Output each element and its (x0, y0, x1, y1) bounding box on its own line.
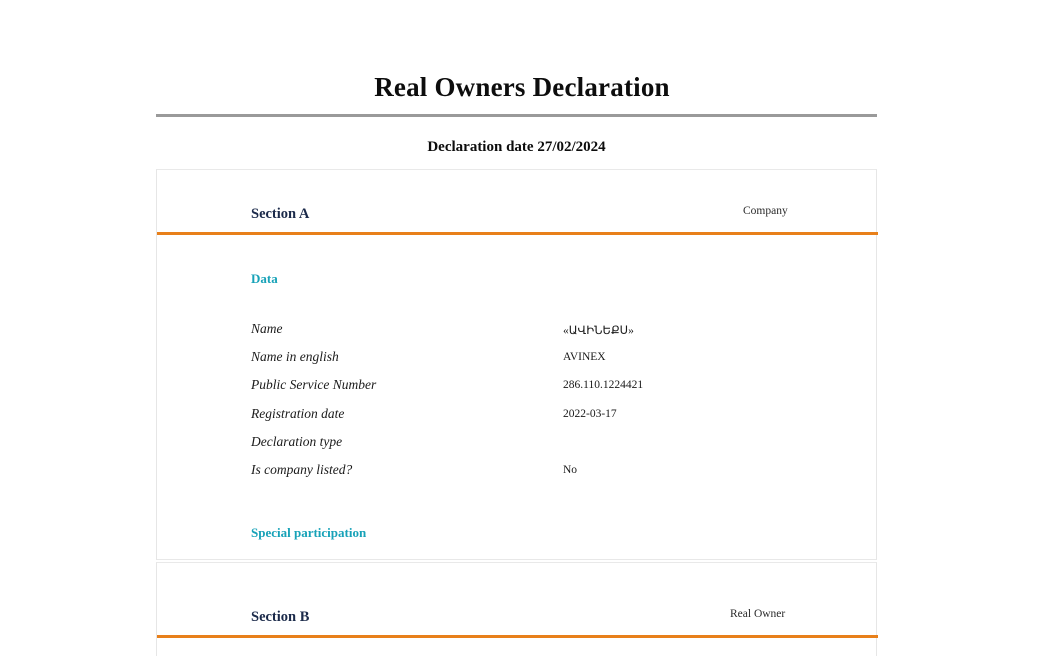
section-b-card (156, 562, 877, 656)
field-row (251, 462, 851, 482)
field-row (251, 406, 851, 426)
section-b-role: Real Owner (730, 608, 786, 620)
page-title: Real Owners Declaration (374, 72, 670, 102)
field-label-is-company-listed: Is company listed? (251, 462, 353, 477)
declaration-date: Declaration date 27/02/2024 (427, 139, 606, 155)
field-label-name-in-english: Name in english (251, 349, 339, 364)
field-value-name: «ԱՎԻՆԵՔՍ» (563, 325, 634, 337)
section-a-accent-rule (157, 232, 878, 235)
section-b-header (157, 563, 876, 625)
field-label-declaration-type: Declaration type (251, 434, 343, 449)
section-a-role: Company (743, 205, 788, 217)
field-label-public-service-number: Public Service Number (251, 377, 377, 392)
field-row (251, 349, 851, 369)
field-label-name: Name (251, 321, 283, 336)
section-a-label: Section A (251, 206, 310, 222)
field-value-name-in-english: AVINEX (563, 351, 606, 363)
section-b-label: Section B (251, 609, 310, 625)
title-divider (156, 114, 877, 117)
field-row (251, 434, 851, 454)
field-value-registration-date: 2022-03-17 (563, 408, 617, 420)
field-row (251, 377, 851, 397)
section-a-bottom-divider (157, 559, 876, 560)
field-row (251, 321, 851, 341)
field-value-public-service-number: 286.110.1224421 (563, 379, 644, 391)
section-a-header (157, 170, 876, 232)
subheading-data: Data (251, 271, 278, 286)
section-b-accent-rule (157, 635, 878, 638)
field-value-is-company-listed: No (563, 464, 578, 476)
field-label-registration-date: Registration date (251, 406, 345, 421)
section-a-card (156, 169, 877, 560)
subheading-special-participation: Special participation (251, 525, 367, 540)
